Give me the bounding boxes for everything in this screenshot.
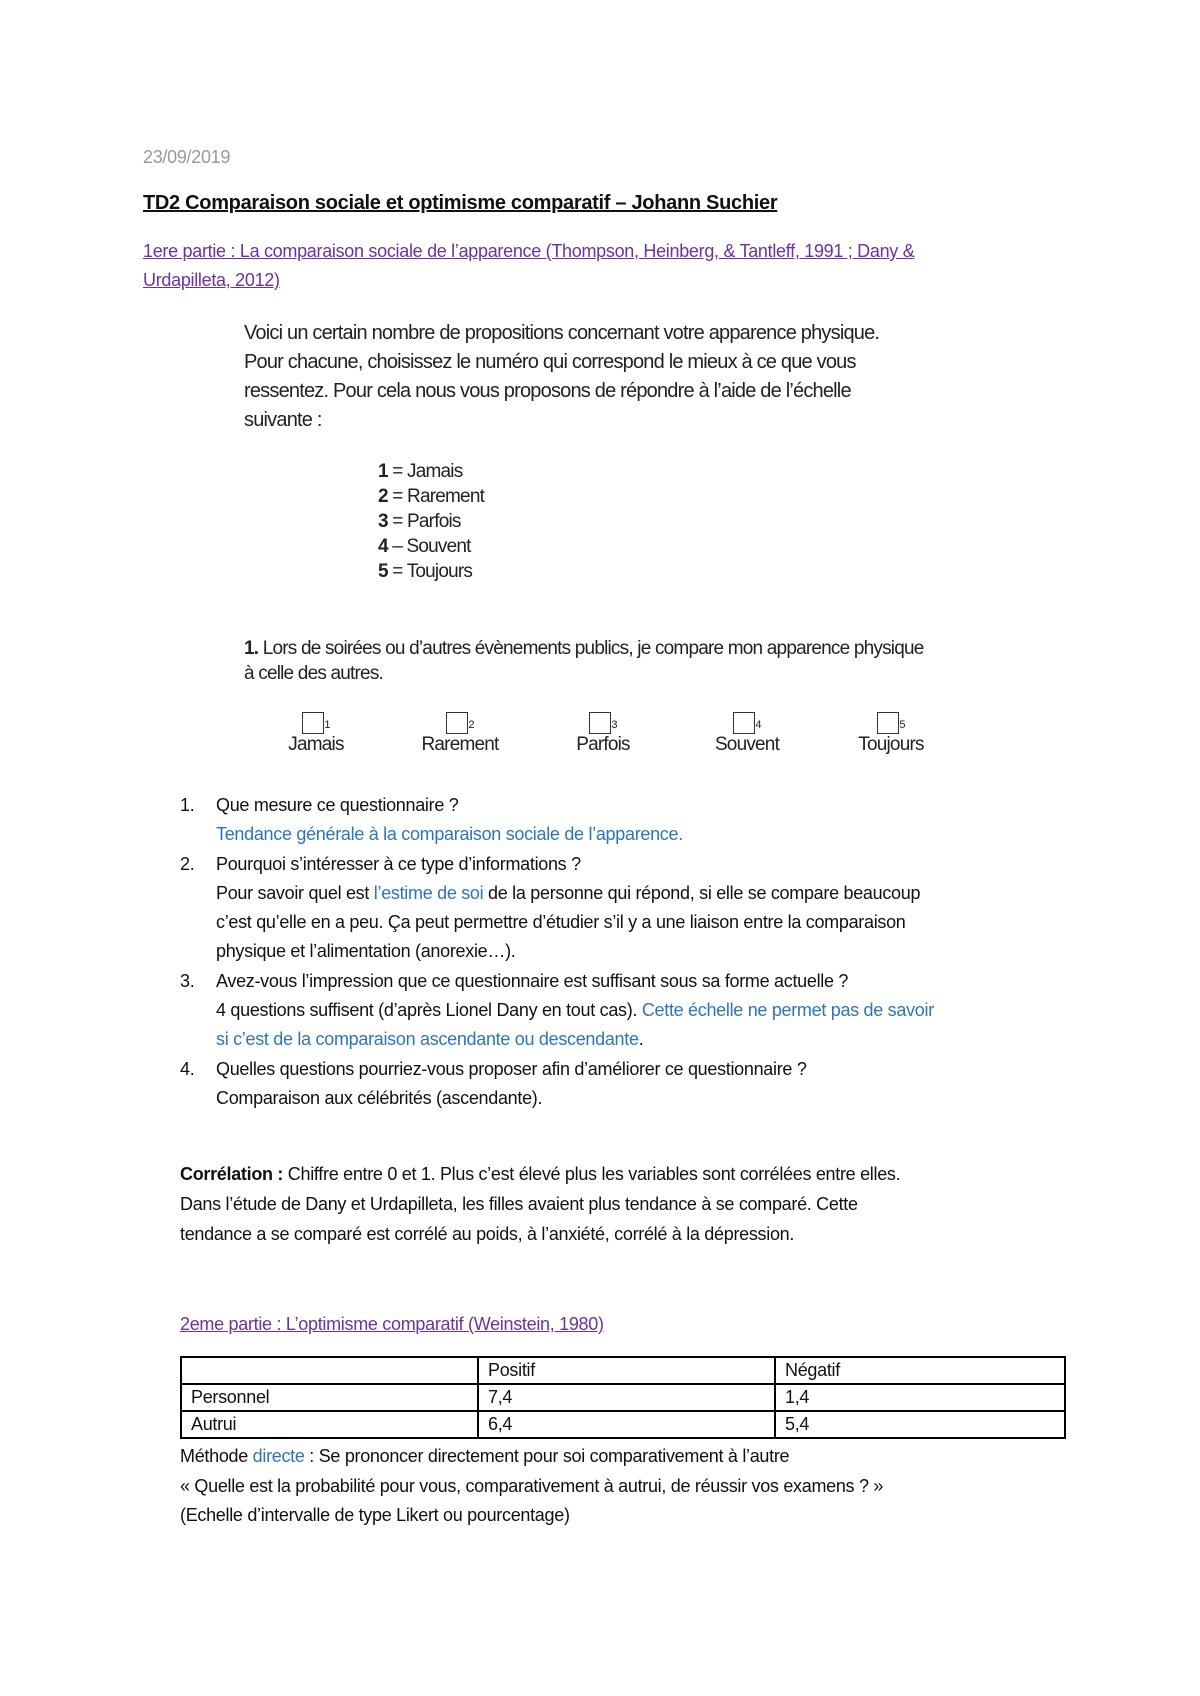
- question: Pourquoi s’intéresser à ce type d’informations ?: [216, 854, 581, 874]
- text-span: Jamais: [407, 461, 463, 482]
- text-span: 5: [378, 561, 388, 582]
- text-span: si c’est de la comparaison ascendante ou descendante: [216, 1029, 639, 1049]
- table-cell: Autrui: [181, 1411, 478, 1438]
- option-1: [256, 712, 376, 756]
- checkbox-icon: [733, 712, 755, 734]
- text-span: Corrélation :: [180, 1164, 284, 1184]
- table-row: [181, 1411, 1065, 1438]
- table-cell: 7,4: [478, 1384, 775, 1411]
- text-span: 4: [378, 536, 388, 557]
- part2-heading[interactable]: 2eme partie : L’optimisme comparatif (Weinstein, 1980): [180, 1314, 604, 1334]
- list-number: 3.: [180, 971, 195, 991]
- text-span: Parfois: [407, 511, 461, 532]
- table-cell: [181, 1357, 478, 1384]
- text-span: Rarement: [421, 734, 499, 755]
- checkbox-icon: [589, 712, 611, 734]
- option-2: [400, 712, 520, 756]
- text-span: 1.: [244, 638, 259, 659]
- text-span: Toujours: [858, 734, 924, 755]
- text-span: =: [387, 486, 408, 507]
- scale-item: [378, 511, 461, 533]
- text-span: 4: [755, 719, 761, 731]
- option-3: [543, 712, 663, 756]
- part1-heading[interactable]: 1ere partie : La comparaison sociale de l’apparence (Thompson, Heinberg, & Tantleff, 1991 ; Dany &: [143, 241, 915, 261]
- checkbox-icon: [302, 712, 324, 734]
- option-5: [831, 712, 951, 756]
- text-span: Chiffre entre 0 et 1. Plus c’est élevé plus les variables sont corrélées entre elles.: [283, 1164, 901, 1184]
- text-span: 1: [378, 461, 388, 482]
- text-span: [181, 1357, 1065, 1438]
- answer: c’est qu’elle en a peu. Ça peut permettre d’étudier s’il y a une liaison entre la comparaison: [216, 912, 906, 932]
- answer: [216, 1029, 643, 1050]
- text-span: Rarement: [407, 486, 485, 507]
- figure-intro-line: Pour chacune, choisissez le numéro qui correspond le mieux à ce que vous: [244, 351, 856, 373]
- question: Que mesure ce questionnaire ?: [216, 795, 459, 815]
- text-span: Pour savoir quel est: [216, 883, 374, 903]
- scale-item: [378, 486, 484, 508]
- text-span: Cette échelle ne permet pas de savoir: [641, 1000, 934, 1020]
- text-span: .: [638, 1029, 644, 1049]
- figure-intro-line: suivante :: [244, 409, 322, 431]
- text-span: 1: [324, 719, 330, 731]
- text-span: 2: [468, 719, 474, 731]
- table-cell: 6,4: [478, 1411, 775, 1438]
- text-span: Souvent: [406, 536, 471, 557]
- text-span: Méthode: [180, 1446, 253, 1466]
- text-span: de la personne qui répond, si elle se compare beaucoup: [483, 883, 921, 903]
- question: Quelles questions pourriez-vous proposer afin d’améliorer ce questionnaire ?: [216, 1059, 807, 1079]
- question: Avez-vous l’impression que ce questionnaire est suffisant sous sa forme actuelle ?: [216, 971, 849, 991]
- text-span: l’estime de soi: [373, 883, 484, 903]
- option-4: [687, 712, 807, 756]
- answer: [216, 1000, 934, 1021]
- text-span: Toujours: [406, 561, 473, 582]
- item-text-cont: à celle des autres.: [244, 663, 383, 684]
- text-span: =: [387, 511, 408, 532]
- text-span: 3: [611, 719, 617, 731]
- text-span: Souvent: [714, 734, 780, 755]
- figure-intro-line: ressentez. Pour cela nous vous proposons de répondre à l’aide de l’échelle: [244, 380, 851, 402]
- answer: [216, 883, 920, 904]
- table-cell: Personnel: [181, 1384, 478, 1411]
- figure-intro-line: Voici un certain nombre de propositions concernant votre apparence physique.: [244, 322, 880, 344]
- text-span: =: [387, 461, 408, 482]
- text-span: =: [387, 561, 407, 582]
- scale-item: [378, 536, 471, 558]
- table-row: [181, 1384, 1065, 1411]
- text-span: 3: [378, 511, 388, 532]
- correlation-paragraph: [180, 1164, 900, 1185]
- text-span: Jamais: [288, 734, 344, 755]
- scale-item: [378, 461, 462, 483]
- checkbox-icon: [877, 712, 899, 734]
- list-number: 2.: [180, 854, 195, 874]
- results-table: [180, 1356, 1066, 1439]
- item-text: [244, 638, 924, 660]
- text-span: 4 questions suffisent (d’après Lionel Dany en tout cas).: [216, 1000, 642, 1020]
- checkbox-icon: [446, 712, 468, 734]
- text-span: Parfois: [576, 734, 630, 755]
- table-cell: 1,4: [775, 1384, 1065, 1411]
- table-header-row: [181, 1357, 1065, 1384]
- text-span: directe: [252, 1446, 305, 1466]
- list-number: 1.: [180, 795, 195, 815]
- date: 23/09/2019: [143, 147, 231, 167]
- method-example: « Quelle est la probabilité pour vous, comparativement à autrui, de réussir vos examens ? »: [180, 1476, 884, 1496]
- text-span: 5: [899, 719, 905, 731]
- text-span: : Se prononcer directement pour soi comparativement à l’autre: [304, 1446, 790, 1466]
- correlation-line: Dans l’étude de Dany et Urdapilleta, les filles avaient plus tendance à se comparé. Cette: [180, 1194, 858, 1214]
- method-line: [180, 1446, 789, 1467]
- answer: Comparaison aux célébrités (ascendante).: [216, 1088, 543, 1108]
- method-note: (Echelle d’intervalle de type Likert ou pourcentage): [180, 1505, 570, 1525]
- text-span: –: [387, 536, 407, 557]
- text-span: 2: [378, 486, 388, 507]
- part1-heading-cont[interactable]: Urdapilleta, 2012): [143, 270, 280, 290]
- document-title: TD2 Comparaison sociale et optimisme comparatif – Johann Suchier: [143, 192, 778, 214]
- list-number: 4.: [180, 1059, 195, 1079]
- answer: physique et l’alimentation (anorexie…).: [216, 941, 516, 961]
- table-cell: Positif: [478, 1357, 775, 1384]
- table-cell: 5,4: [775, 1411, 1065, 1438]
- text-span: Lors de soirées ou d’autres évènements publics, je compare mon apparence physique: [258, 638, 924, 659]
- scale-item: [378, 561, 472, 583]
- table-cell: Négatif: [775, 1357, 1065, 1384]
- correlation-line: tendance a se comparé est corrélé au poids, à l’anxiété, corrélé à la dépression.: [180, 1224, 795, 1244]
- answer: Tendance générale à la comparaison sociale de l’apparence.: [216, 824, 683, 844]
